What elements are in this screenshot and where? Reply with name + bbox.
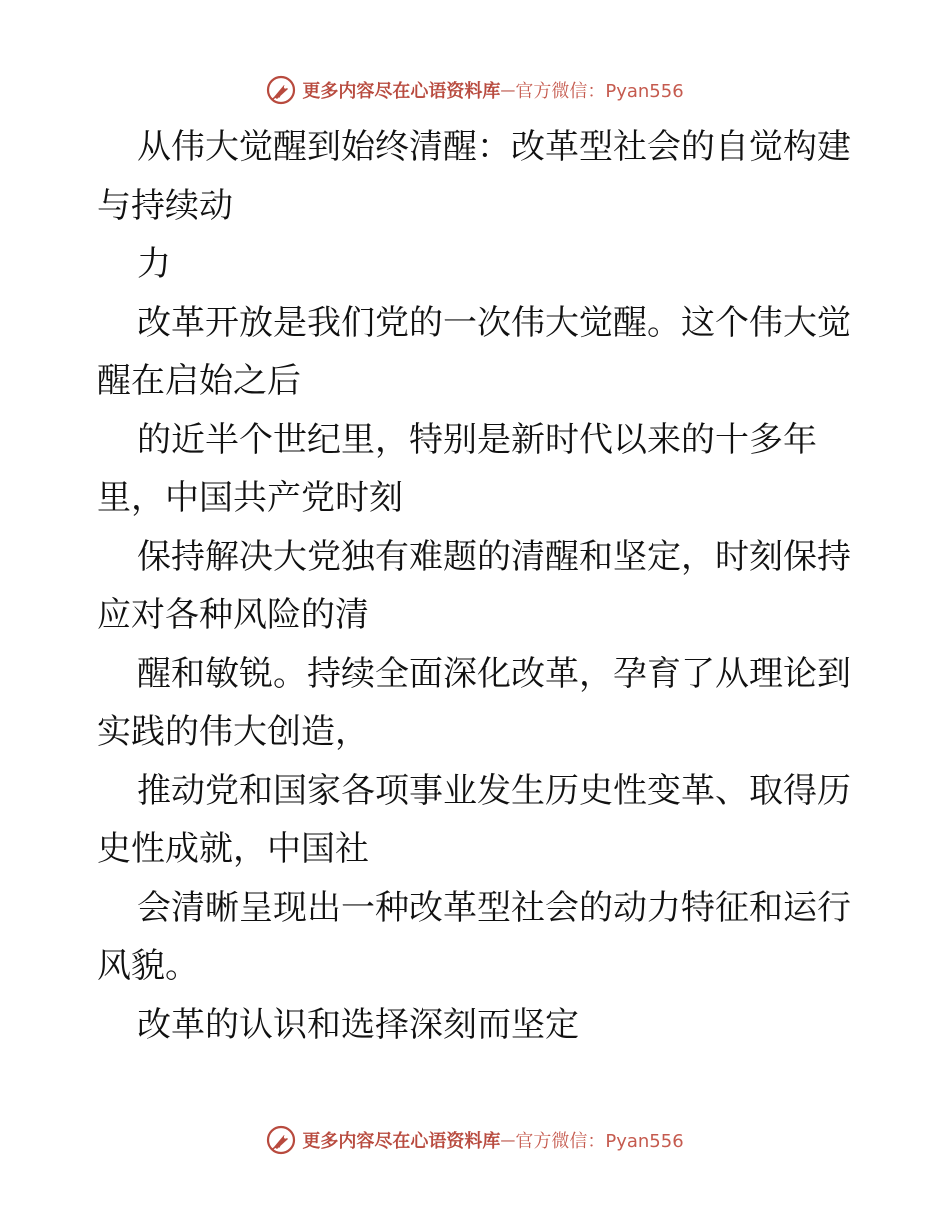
paragraph-line: 保持解决大党独有难题的清醒和坚定，时刻保持 <box>137 536 851 577</box>
title-line-2: 与持续动 <box>97 185 233 226</box>
footer-wechat-text: 官方微信：Pyan556 <box>515 1131 684 1152</box>
paragraph-line: 推动党和国家各项事业发生历史性变革、取得历 <box>137 770 851 811</box>
paragraph-line: 史性成就，中国社 <box>97 829 369 869</box>
paragraph-line: 风貌。 <box>97 946 199 986</box>
pen-nib-logo-icon <box>266 75 296 105</box>
section-heading: 改革的认识和选择深刻而坚定 <box>137 1004 579 1045</box>
header-dash: — <box>500 81 516 99</box>
title-line-3: 力 <box>137 244 171 284</box>
title-line-1: 从伟大觉醒到始终清醒：改革型社会的自觉构建 <box>137 127 851 167</box>
footer-watermark <box>0 1120 950 1160</box>
paragraph-line: 醒在启始之后 <box>97 361 301 401</box>
document-body <box>97 118 857 1054</box>
pen-nib-logo-icon <box>266 1125 296 1155</box>
paragraph-line: 改革开放是我们党的一次伟大觉醒。这个伟大觉 <box>137 302 851 343</box>
footer-dash: — <box>500 1131 516 1149</box>
paragraph-line: 应对各种风险的清 <box>97 595 369 635</box>
paragraph-line: 里，中国共产党时刻 <box>97 478 403 518</box>
header-site-text: 更多内容尽在心语资料库 <box>302 81 501 102</box>
paragraph-line: 会清晰呈现出一种改革型社会的动力特征和运行 <box>137 887 851 928</box>
header-wechat-text: 官方微信：Pyan556 <box>515 81 684 102</box>
paragraph-line: 实践的伟大创造， <box>97 712 369 752</box>
header-watermark <box>0 70 950 110</box>
paragraph-line: 的近半个世纪里，特别是新时代以来的十多年 <box>137 419 817 460</box>
footer-site-text: 更多内容尽在心语资料库 <box>302 1131 501 1152</box>
paragraph-line: 醒和敏锐。持续全面深化改革，孕育了从理论到 <box>137 653 851 694</box>
